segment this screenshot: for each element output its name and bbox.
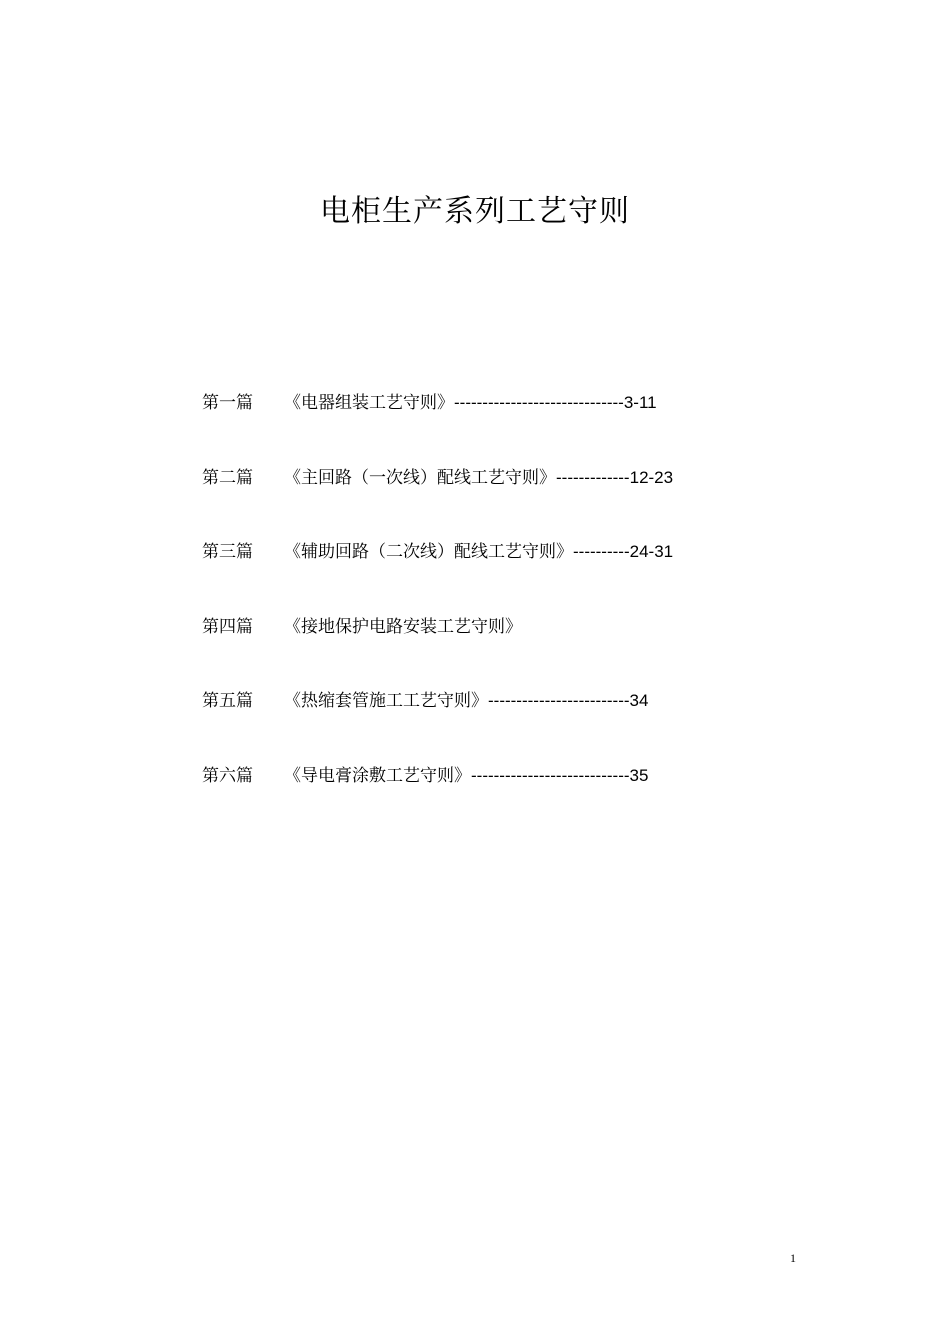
page-number: 1 [790, 1251, 796, 1265]
toc-entry-3 [202, 537, 762, 612]
toc-entry-2 [202, 463, 762, 538]
toc-title: 《主回路（一次线）配线工艺守则》 [284, 467, 556, 488]
toc-chapter-label: 第一篇 [202, 393, 253, 413]
toc-chapter-label: 第五篇 [202, 691, 253, 712]
toc-entry-1 [202, 388, 762, 463]
toc-leader: ---------- [573, 542, 630, 562]
toc-chapter-label: 第三篇 [202, 542, 253, 563]
table-of-contents [202, 388, 762, 836]
toc-entry-4 [202, 612, 762, 687]
toc-page-range: 3-11 [623, 393, 657, 412]
toc-title: 《辅助回路（二次线）配线工艺守则》 [284, 542, 573, 563]
toc-title: 《接地保护电路安装工艺守则》 [284, 616, 522, 637]
page-title: 电柜生产系列工艺守则 [320, 194, 630, 229]
toc-chapter-label: 第二篇 [202, 467, 253, 488]
toc-leader: ---------------------------- [471, 765, 630, 785]
toc-title: 《电器组装工艺守则》 [284, 393, 454, 413]
toc-page-range: 34 [629, 691, 649, 711]
toc-title: 《热缩套管施工工艺守则》 [284, 691, 488, 712]
toc-entry-5 [202, 686, 762, 761]
toc-title: 《导电膏涂敷工艺守则》 [284, 765, 471, 786]
toc-entry-6 [202, 761, 762, 836]
toc-chapter-label: 第四篇 [202, 616, 253, 637]
toc-page-range: 24-31 [629, 542, 674, 562]
toc-page-range: 12-23 [629, 467, 674, 487]
toc-leader: ------------------------------ [454, 393, 624, 412]
toc-page-range: 35 [629, 765, 649, 785]
toc-leader: ------------------------- [488, 691, 630, 711]
toc-leader: ------------- [556, 467, 630, 487]
toc-chapter-label: 第六篇 [202, 765, 253, 786]
